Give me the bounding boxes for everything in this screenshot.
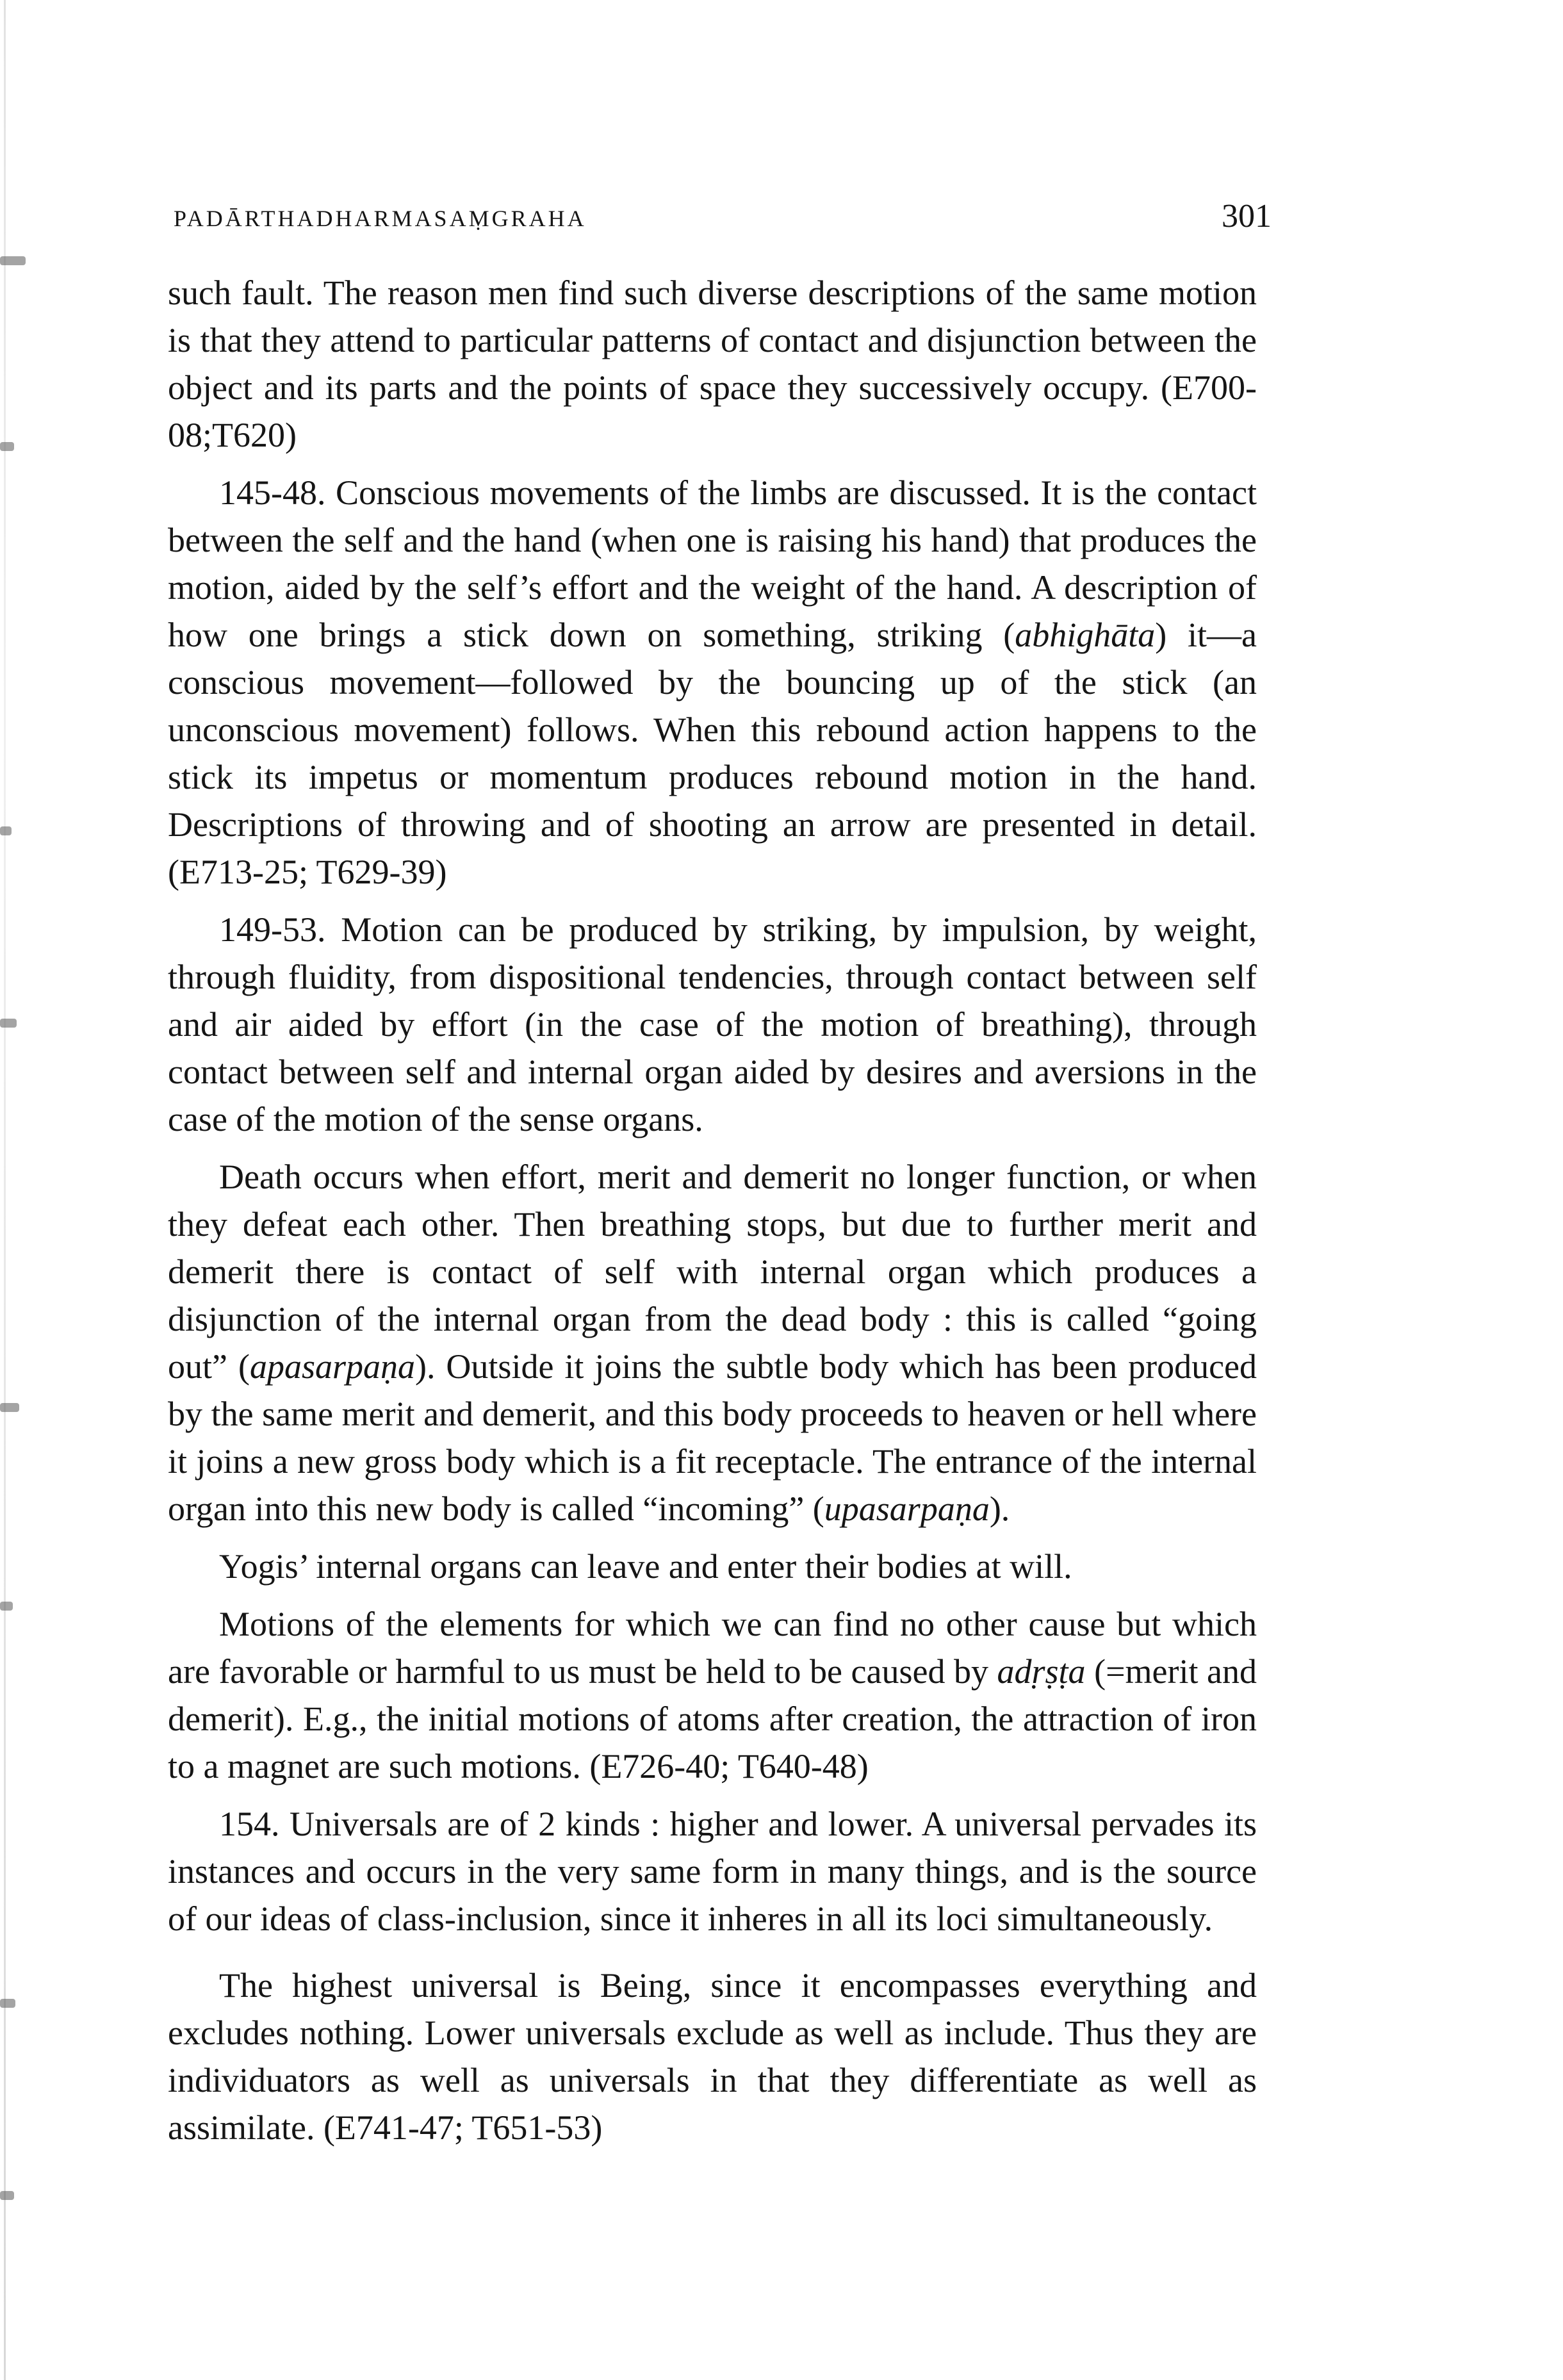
text-run: Yogis’ internal organs can leave and enter their bodies at will. — [219, 1547, 1072, 1586]
text-run: The highest universal is Being, since it encompasses everything and excludes nothing. Lower universals exclude as well as include. Thus they are individuators as well as universals in that they differentiate as well as assimilate. (E741-47; T651-53) — [168, 1966, 1257, 2147]
page-edge-shadow — [4, 0, 6, 2380]
text-run: (=merit and demerit). E.g., the initial motions of atoms after creation, the attraction of iron to a magnet are such motions. (E726-40; T640-48) — [168, 1652, 1257, 1785]
paragraph — [168, 269, 1257, 459]
text-run: such fault. The reason men find such diverse descriptions of the same motion is that they attend to particular patterns of contact and disjunction between the object and its parts and the points of space they successively occupy. (E700-08;T620) — [168, 274, 1257, 454]
paragraph — [168, 1153, 1257, 1532]
text-run: Death occurs when effort, merit and demerit no longer function, or when they defeat each other. Then breathing stops, but due to further merit and demerit there is contact of self with internal organ which produces a disjunction of the internal organ from the dead body : this is called “going out” ( — [168, 1158, 1257, 1386]
italic-term: apasarpaṇa — [249, 1347, 415, 1386]
margin-speck — [0, 826, 12, 835]
body-text — [168, 269, 1257, 2151]
text-run: 154. Universals are of 2 kinds : higher and lower. A universal pervades its instances and occurs in the very same form in many things, and is the source of our ideas of class-inclusion, since it inheres in all its loci simultaneously. — [168, 1805, 1257, 1938]
text-run: Motions of the elements for which we can find no other cause but which are favorable or harmful to us must be held to be caused by — [168, 1605, 1257, 1691]
margin-speck — [0, 256, 26, 265]
page-header — [170, 193, 1272, 245]
paragraph — [168, 1543, 1257, 1590]
italic-term: upasarpaṇa — [824, 1490, 990, 1528]
text-run: 149-53. Motion can be produced by striking, by impulsion, by weight, through fluidity, from dispositional tendencies, through contact between self and air aided by effort (in the case of the motion of breathing), through contact between self and internal organ aided by desires and aversions in the case of the motion of the sense organs. — [168, 910, 1257, 1138]
text-run: ) it—a conscious movement—followed by the bouncing up of the stick (an unconscious movement) follows. When this rebound action happens to the stick its impetus or momentum produces rebound motion in the hand. Descriptions of throwing and of shooting an arrow are presented in detail. (E713-25; T629-39) — [168, 616, 1257, 891]
italic-term: abhighāta — [1015, 616, 1156, 654]
italic-term: adṛṣṭa — [997, 1652, 1086, 1691]
text-run: 145-48. Conscious movements of the limbs are discussed. It is the contact between the self and the hand (when one is raising his hand) that produces the motion, aided by the self’s effort and the weight of the hand. A description of how one brings a stick down on something, striking ( — [168, 473, 1257, 654]
paragraph — [168, 906, 1257, 1143]
paragraph — [168, 1962, 1257, 2151]
margin-speck — [0, 1019, 17, 1028]
paragraph — [168, 469, 1257, 896]
running-head: PADĀRTHADHARMASAṂGRAHA — [174, 206, 587, 231]
paragraph — [168, 1600, 1257, 1790]
paragraph — [168, 1800, 1257, 1942]
margin-speck — [0, 1999, 15, 2008]
margin-speck — [0, 1403, 19, 1412]
text-run: ). — [989, 1490, 1010, 1528]
text-run: ). Outside it joins the subtle body which has been produced by the same merit and demerit, and this body proceeds to heaven or hell where it joins a new gross body which is a fit receptacle. The entrance of the internal organ into this new body is called “incoming” ( — [168, 1347, 1257, 1528]
margin-speck — [0, 442, 14, 451]
margin-speck — [0, 2191, 14, 2200]
page-number: 301 — [1222, 198, 1272, 234]
margin-speck — [0, 1602, 13, 1611]
